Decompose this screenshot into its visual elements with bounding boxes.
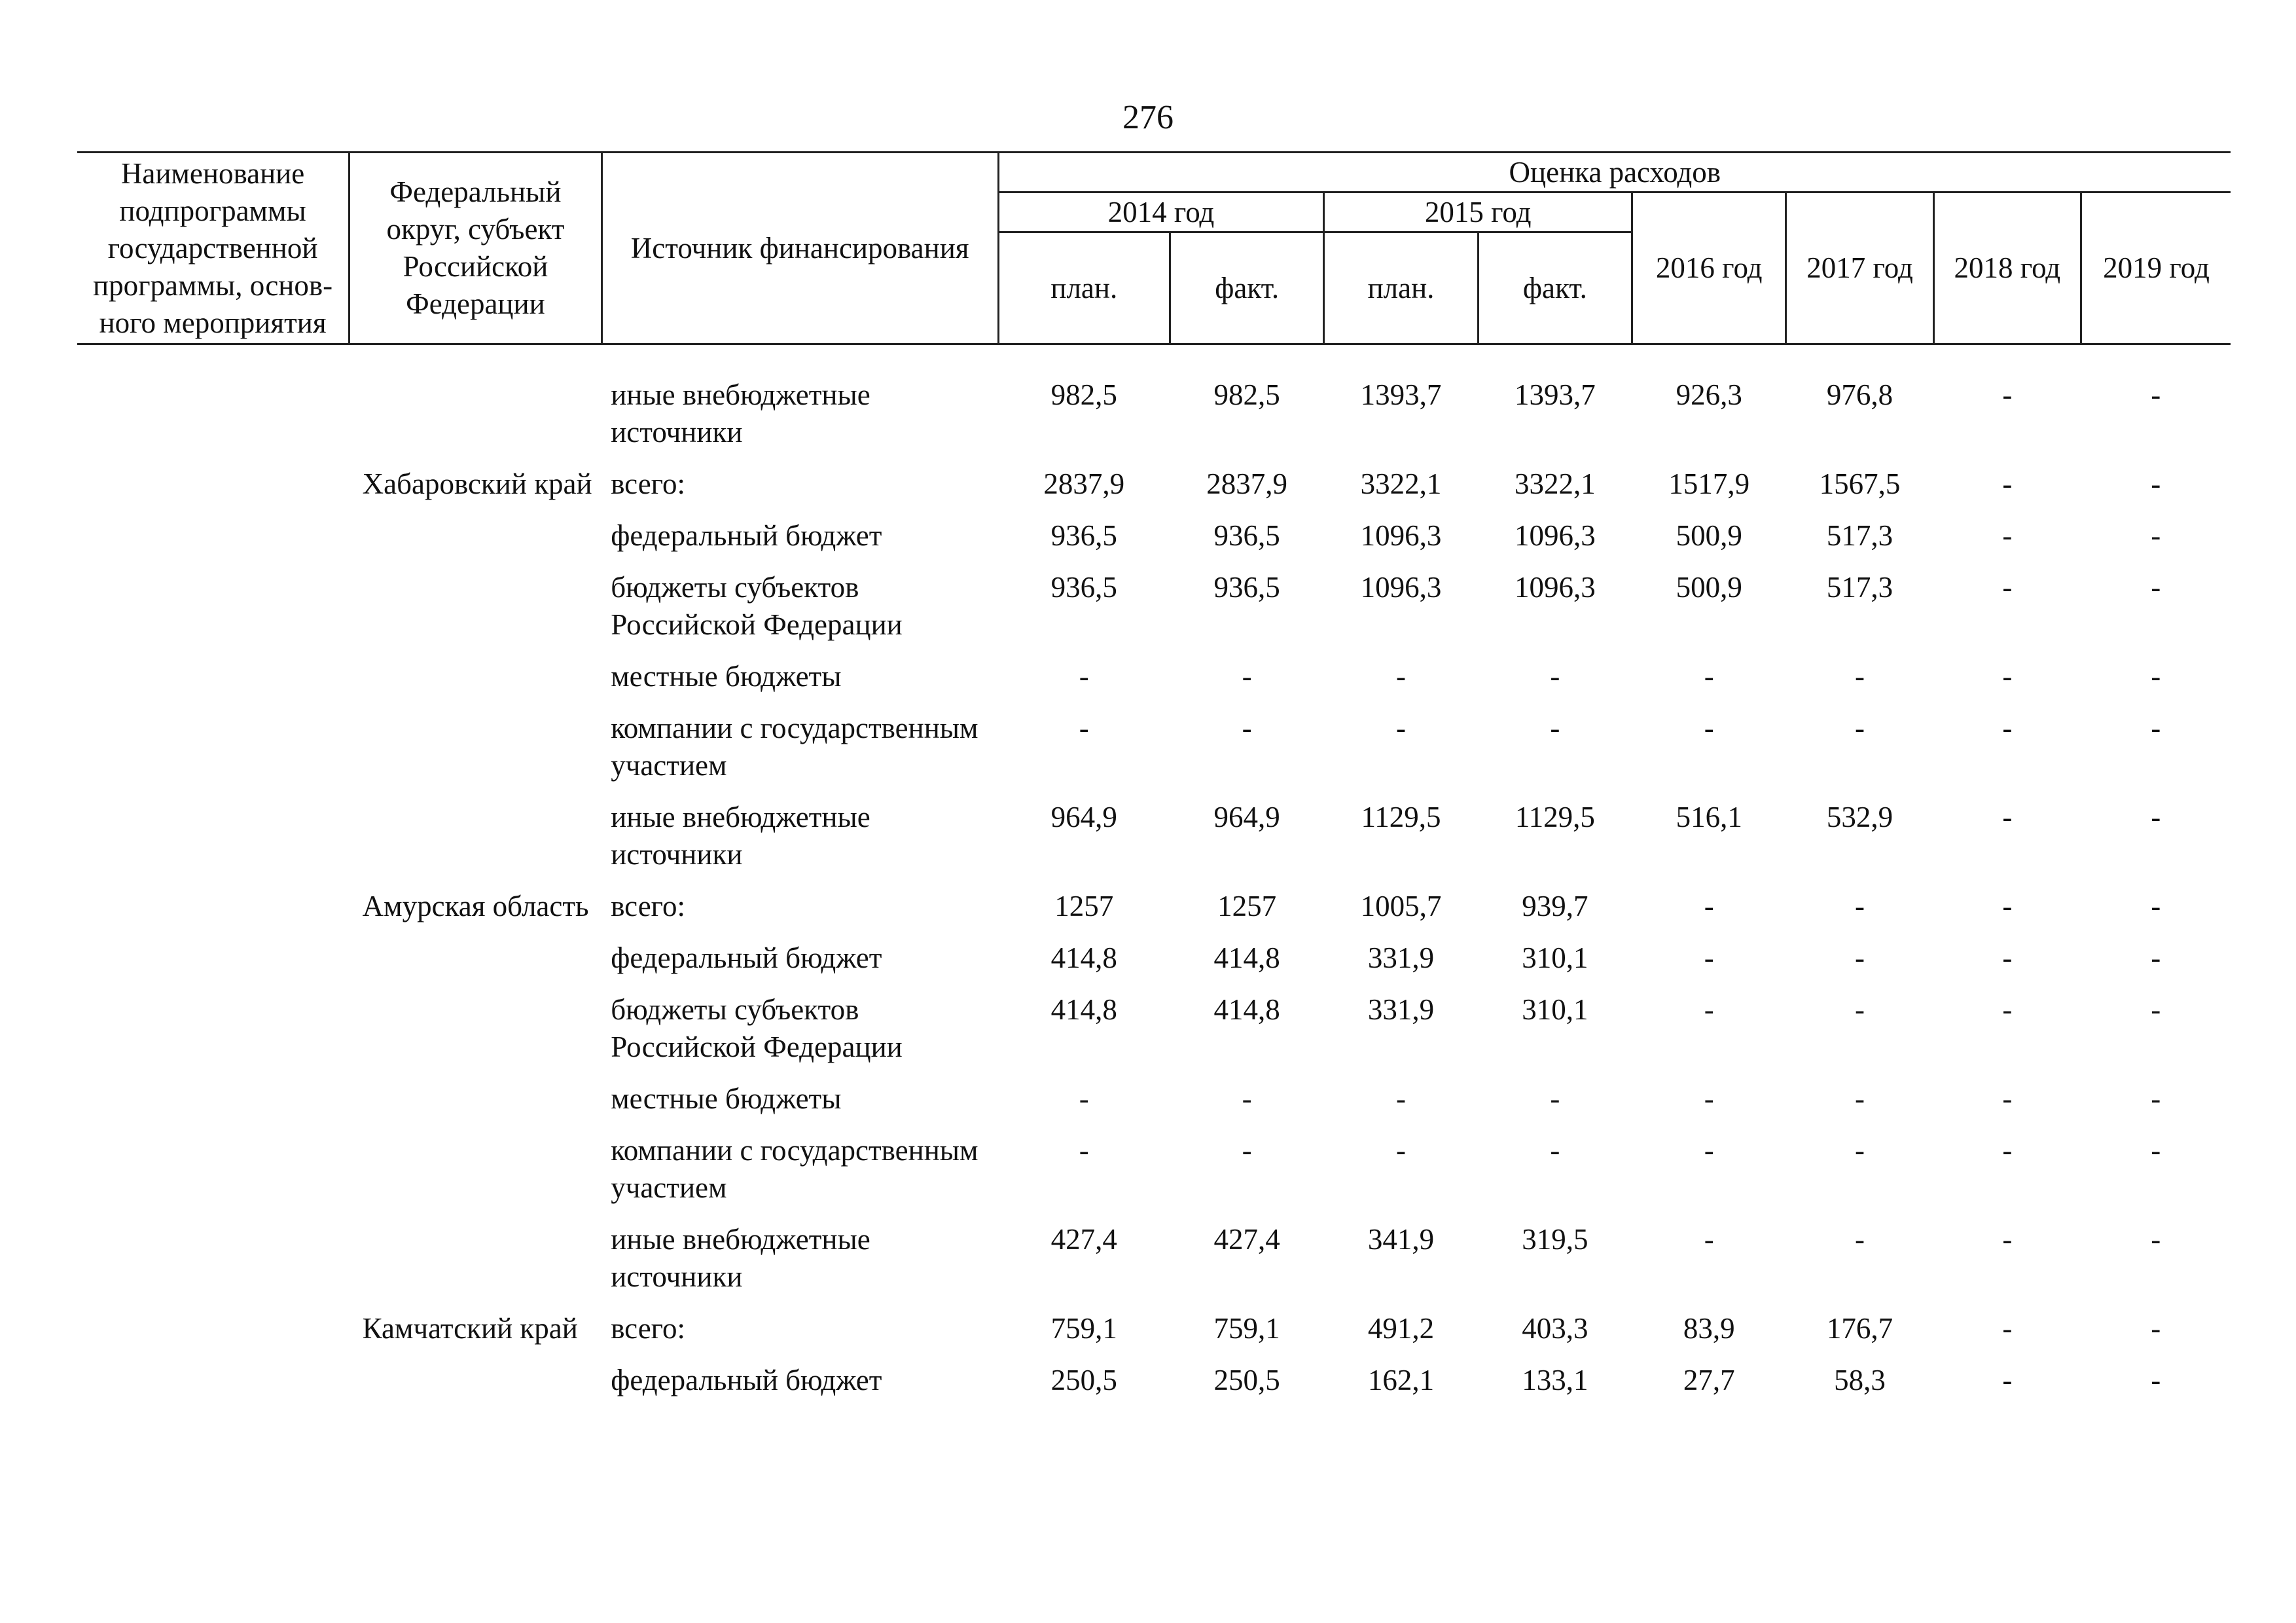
value-cell: - [1704,1223,1714,1256]
value-cell: 517,3 [1826,519,1893,552]
value-cell: - [1242,1082,1252,1115]
value-cell: 162,1 [1367,1364,1435,1396]
program-cell [77,1362,350,1413]
table-row [77,888,2231,939]
region-cell [350,1132,602,1221]
value-cell: - [2151,1082,2161,1115]
value-cell: - [2002,993,2013,1026]
value-cell: 310,1 [1522,941,1588,974]
header-plan-2014: план. [998,232,1170,344]
table-row [77,710,2231,799]
page-number: 276 [1122,99,1174,136]
source-cell: бюджеты субъектов Российской Федерации [611,993,903,1063]
value-cell: - [1855,890,1865,922]
value-cell: - [2151,801,2161,833]
value-cell: - [2151,519,2161,552]
value-cell: 532,9 [1826,801,1893,833]
region-cell [350,376,602,465]
value-cell: - [2151,1134,2161,1167]
value-cell: 58,3 [1834,1364,1886,1396]
header-year-2015: 2015 год [1324,192,1632,232]
value-cell: - [1855,993,1865,1026]
value-cell: - [2151,467,2161,500]
value-cell: - [2002,378,2013,411]
value-cell: 1096,3 [1514,519,1596,552]
value-cell: 3322,1 [1360,467,1442,500]
table-row [77,799,2231,888]
value-cell: - [1396,1134,1407,1167]
value-cell: - [2151,378,2161,411]
value-cell: 1393,7 [1360,378,1442,411]
value-cell: - [1242,1134,1252,1167]
program-cell [77,658,350,710]
value-cell: 964,9 [1213,801,1280,833]
value-cell: - [2151,890,2161,922]
value-cell: 341,9 [1367,1223,1435,1256]
value-cell: 1096,3 [1360,519,1442,552]
value-cell: 133,1 [1522,1364,1588,1396]
value-cell: 403,3 [1522,1312,1588,1345]
value-cell: - [2151,571,2161,604]
value-cell: - [2002,941,2013,974]
value-cell: - [2151,1364,2161,1396]
value-cell: 83,9 [1683,1312,1735,1345]
table-body [77,344,2231,1414]
value-cell: - [1704,712,1714,744]
value-cell: - [2151,941,2161,974]
value-cell: - [1704,941,1714,974]
table-row [77,1362,2231,1413]
header-plan-2015: план. [1324,232,1478,344]
value-cell: - [1855,941,1865,974]
region-cell: Хабаровский край [362,467,592,500]
source-cell: местные бюджеты [611,660,842,693]
region-cell [350,1080,602,1132]
value-cell: - [2002,890,2013,922]
value-cell: 1129,5 [1361,801,1441,833]
region-cell [350,1221,602,1310]
value-cell: - [1550,712,1560,744]
value-cell: - [2002,1082,2013,1115]
value-cell: 491,2 [1367,1312,1435,1345]
table-row [77,465,2231,517]
header-year-2016: 2016 год [1632,192,1786,344]
program-cell [77,569,350,658]
header-fact-2015: факт. [1478,232,1632,344]
source-cell: федеральный бюджет [611,1364,882,1396]
value-cell: - [2002,660,2013,693]
region-cell [350,517,602,569]
value-cell: - [1396,1082,1407,1115]
source-cell: федеральный бюджет [611,519,882,552]
value-cell: 319,5 [1522,1223,1588,1256]
source-cell: местные бюджеты [611,1082,842,1115]
region-cell [350,939,602,991]
source-cell: компании с государственным участием [611,712,978,782]
value-cell: - [1855,660,1865,693]
program-cell [77,1221,350,1310]
value-cell: - [1079,660,1089,693]
value-cell: 1257 [1217,890,1277,922]
value-cell: 414,8 [1050,993,1117,1026]
value-cell: 936,5 [1050,519,1117,552]
header-region: Федеральный округ, субъект Российской Федерации [350,153,602,344]
header-source: Источник финансирования [601,153,998,344]
value-cell: 1096,3 [1514,571,1596,604]
source-cell: всего: [611,1312,686,1345]
value-cell: - [2151,660,2161,693]
value-cell: - [1855,1134,1865,1167]
value-cell: 414,8 [1050,941,1117,974]
value-cell: 936,5 [1050,571,1117,604]
table-row [77,939,2231,991]
value-cell: - [1242,660,1252,693]
source-cell: иные внебюджетные источники [611,378,870,448]
source-cell: всего: [611,467,686,500]
value-cell: 1517,9 [1668,467,1750,500]
header-year-2019: 2019 год [2081,192,2231,344]
program-cell [77,939,350,991]
value-cell: 516,1 [1676,801,1742,833]
header-fact-2014: факт. [1170,232,1324,344]
value-cell: 310,1 [1522,993,1588,1026]
value-cell: - [1704,660,1714,693]
value-cell: - [2002,1312,2013,1345]
program-cell [77,1310,350,1362]
value-cell: 936,5 [1213,571,1280,604]
header-cost-estimate: Оценка расходов [998,153,2231,192]
table-row [77,569,2231,658]
value-cell: - [2002,1134,2013,1167]
value-cell: - [1704,993,1714,1026]
value-cell: 2837,9 [1043,467,1125,500]
value-cell: - [2151,993,2161,1026]
program-cell [77,710,350,799]
region-cell [350,1362,602,1413]
table-header [77,153,2231,344]
value-cell: - [1550,660,1560,693]
value-cell: - [2002,801,2013,833]
value-cell: - [2002,1364,2013,1396]
program-cell [77,991,350,1080]
table-row [77,991,2231,1080]
region-cell [350,569,602,658]
value-cell: 250,5 [1050,1364,1117,1396]
value-cell: 414,8 [1213,993,1280,1026]
value-cell: 976,8 [1826,378,1893,411]
region-cell: Камчатский край [362,1312,578,1345]
table-row [77,1221,2231,1310]
region-cell [350,710,602,799]
value-cell: - [1704,1082,1714,1115]
value-cell: 1567,5 [1819,467,1901,500]
value-cell: 759,1 [1213,1312,1280,1345]
value-cell: 176,7 [1826,1312,1893,1345]
value-cell: - [1079,1134,1089,1167]
value-cell: - [2002,1223,2013,1256]
value-cell: - [1079,1082,1089,1115]
value-cell: 1096,3 [1360,571,1442,604]
value-cell: - [1855,712,1865,744]
program-cell [77,888,350,939]
program-cell [77,799,350,888]
value-cell: 427,4 [1213,1223,1280,1256]
table-row [77,376,2231,465]
table-row [77,658,2231,710]
value-cell: 1257 [1054,890,1114,922]
value-cell: 250,5 [1213,1364,1280,1396]
financing-table [77,151,2231,1413]
value-cell: 982,5 [1213,378,1280,411]
value-cell: 500,9 [1676,519,1742,552]
source-cell: федеральный бюджет [611,941,882,974]
value-cell: 926,3 [1676,378,1742,411]
program-cell [77,376,350,465]
value-cell: 1005,7 [1360,890,1442,922]
value-cell: - [1079,712,1089,744]
source-cell: бюджеты субъектов Российской Федерации [611,571,903,641]
value-cell: 427,4 [1050,1223,1117,1256]
value-cell: - [2151,712,2161,744]
header-year-2017: 2017 год [1786,192,1933,344]
program-cell [77,1132,350,1221]
value-cell: 982,5 [1050,378,1117,411]
value-cell: - [2151,1223,2161,1256]
header-year-2018: 2018 год [1933,192,2081,344]
value-cell: - [2002,519,2013,552]
source-cell: иные внебюджетные источники [611,1223,870,1293]
value-cell: - [2002,571,2013,604]
program-cell [77,465,350,517]
header-year-2014: 2014 год [998,192,1324,232]
value-cell: - [1396,660,1407,693]
value-cell: 517,3 [1826,571,1893,604]
value-cell: - [1550,1134,1560,1167]
value-cell: 331,9 [1367,941,1435,974]
table-row [77,517,2231,569]
value-cell: 414,8 [1213,941,1280,974]
value-cell: 331,9 [1367,993,1435,1026]
source-cell: компании с государственным участием [611,1134,978,1204]
value-cell: 1129,5 [1515,801,1595,833]
table-row [77,1310,2231,1362]
value-cell: 2837,9 [1206,467,1288,500]
value-cell: - [2002,712,2013,744]
region-cell [350,799,602,888]
program-cell [77,517,350,569]
source-cell: всего: [611,890,686,922]
value-cell: - [1855,1082,1865,1115]
header-program: Наименование подпрограммы государственной программы, основ-ного мероприятия [77,153,350,344]
value-cell: 1393,7 [1514,378,1596,411]
source-cell: иные внебюджетные источники [611,801,870,871]
value-cell: 3322,1 [1514,467,1596,500]
value-cell: 27,7 [1683,1364,1735,1396]
value-cell: 964,9 [1050,801,1117,833]
value-cell: - [2002,467,2013,500]
region-cell [350,658,602,710]
value-cell: 759,1 [1050,1312,1117,1345]
value-cell: 939,7 [1522,890,1588,922]
region-cell [350,991,602,1080]
value-cell: - [2151,1312,2161,1345]
value-cell: - [1704,1134,1714,1167]
program-cell [77,1080,350,1132]
value-cell: - [1855,1223,1865,1256]
value-cell: 936,5 [1213,519,1280,552]
region-cell: Амурская область [362,890,589,922]
value-cell: - [1550,1082,1560,1115]
value-cell: 500,9 [1676,571,1742,604]
value-cell: - [1396,712,1407,744]
table-row [77,1080,2231,1132]
table-row [77,1132,2231,1221]
value-cell: - [1704,890,1714,922]
value-cell: - [1242,712,1252,744]
